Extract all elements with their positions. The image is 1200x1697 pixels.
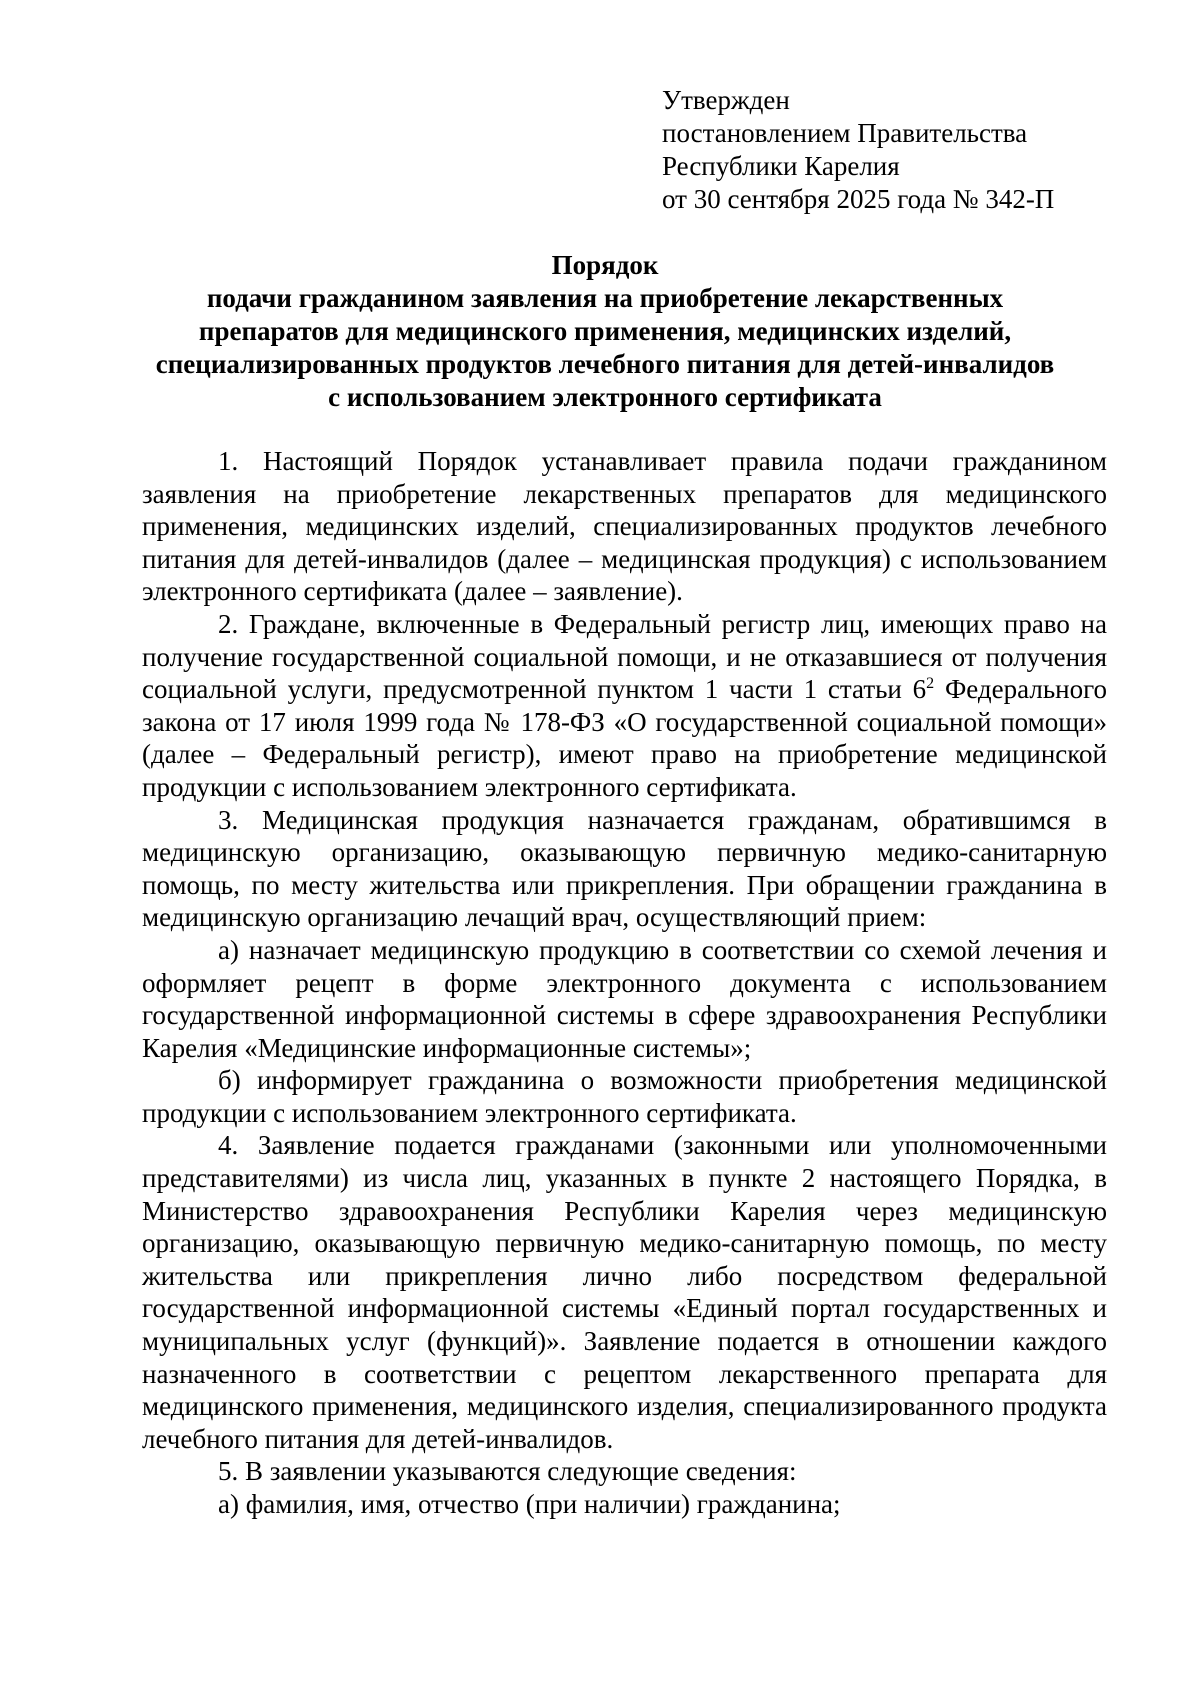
document-title <box>130 249 1080 414</box>
document-body <box>142 445 1107 1521</box>
paragraph-2-text-start: 2. Граждане, включенные в Федеральный регистр лиц, имеющих право на получение государственной социальной помощи, и не отказавшиеся от получения социальной услуги, предусмотренной пунктом 1 части 1 статьи 6 <box>142 608 1107 705</box>
paragraph-4: 4. Заявление подается гражданами (законными или уполномоченными представителями) из числа лиц, указанных в пункте 2 настоящего Порядка, в Министерство здравоохранения Республики Карелия через медицинскую организацию, оказывающую первичную медико-санитарную помощь, по месту жительства или прикрепления лично либо посредством федеральной государственной информационной системы «Единый портал государственных и муниципальных услуг (функций)». Заявление подается в отношении каждого назначенного в соответствии с рецептом лекарственного препарата для медицинского применения, медицинского изделия, специализированного продукта лечебного питания для детей-инвалидов. <box>142 1130 1107 1454</box>
approval-date-line: от 30 сентября 2025 года № 342-П <box>662 184 1055 214</box>
title-line: подачи гражданином заявления на приобретение лекарственных <box>206 283 1004 313</box>
paragraph-2-text-end: Федерального закона от 17 июля 1999 года № 178-ФЗ «О государственной социальной помощи» (далее – Федеральный регистр), имеют право на приобретение медицинской продукции с использованием электронного сертификата. <box>142 674 1107 802</box>
paragraph-5a: а) фамилия, имя, отчество (при наличии) гражданина; <box>218 1489 841 1519</box>
paragraph-5: 5. В заявлении указываются следующие сведения: <box>218 1456 797 1487</box>
approval-line: Утвержден <box>662 85 790 115</box>
paragraph-1: 1. Настоящий Порядок устанавливает правила подачи гражданином заявления на приобретение лекарственных препаратов для медицинского применения, медицинских изделий, специализированных продуктов лечебного питания для детей-инвалидов (далее – медицинская продукция) с использованием электронного сертификата (далее – заявление). <box>142 446 1107 607</box>
approval-line: постановлением Правительства <box>662 118 1028 148</box>
title-line: специализированных продуктов лечебного питания для детей-инвалидов <box>155 349 1055 379</box>
paragraph-3: 3. Медицинская продукция назначается гражданам, обратившимся в медицинскую организацию, оказывающую первичную медико-санитарную помощь, по месту жительства или прикрепления. При обращении гражданина в медицинскую организацию лечащий врач, осуществляющий прием: <box>142 804 1107 933</box>
paragraph-3b: б) информирует гражданина о возможности приобретения медицинской продукции с использованием электронного сертификата. <box>142 1065 1107 1128</box>
approval-stamp <box>662 84 1054 216</box>
paragraph-3a: а) назначает медицинскую продукцию в соответствии со схемой лечения и оформляет рецепт в форме электронного документа с использованием государственной информационной системы в сфере здравоохранения Республики Карелия «Медицинские информационные системы»; <box>142 934 1107 1063</box>
title-line: с использованием электронного сертификата <box>328 382 882 412</box>
title-line: препаратов для медицинского применения, медицинских изделий, <box>198 316 1012 346</box>
title-heading: Порядок <box>551 250 659 280</box>
paragraph-2 <box>142 608 1107 804</box>
superscript: 2 <box>926 675 935 693</box>
approval-line: Республики Карелия <box>662 151 900 181</box>
